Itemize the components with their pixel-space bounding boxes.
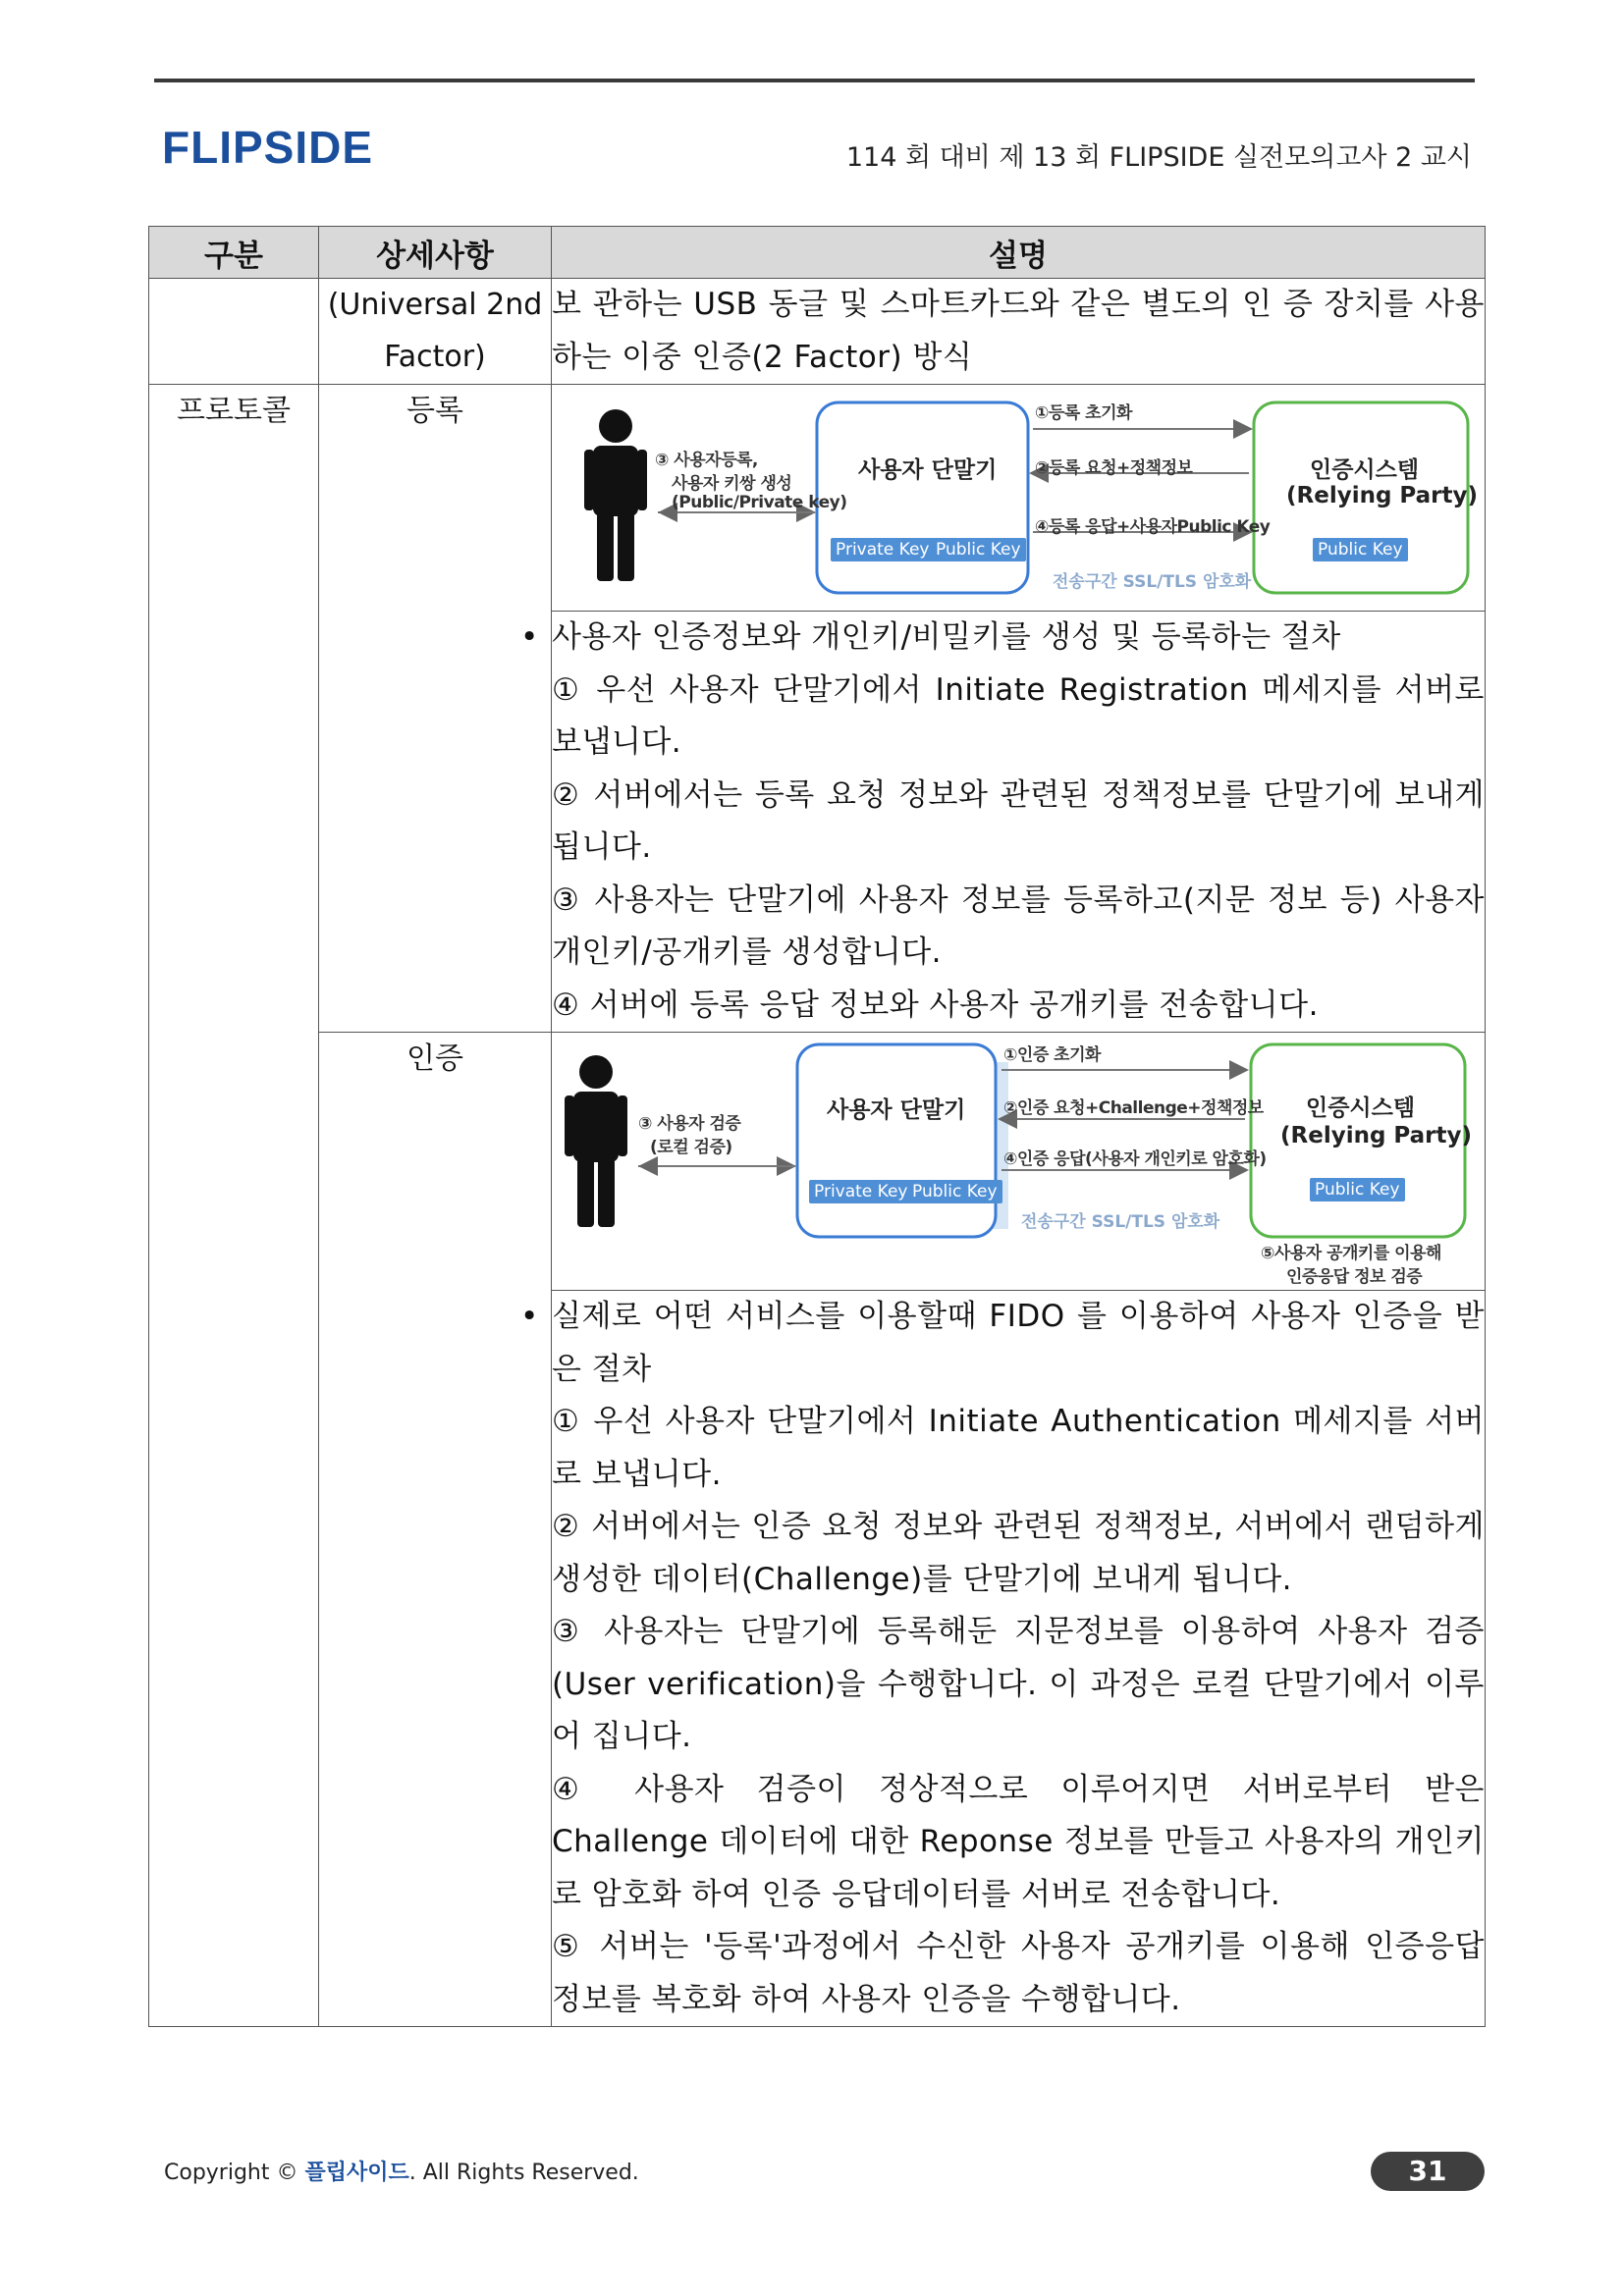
category-cell-empty [149,279,319,385]
server-title-line1: 인증시스템 [1306,1095,1416,1121]
step4-label: ④등록 응답+사용자Public Key [1035,517,1271,537]
step2-label: ②인증 요청+Challenge+정책정보 [1003,1098,1264,1118]
page-number-badge: 31 [1371,2152,1485,2191]
server-public-key-badge: Public Key [1310,1178,1405,1201]
step2-label: ②등록 요청+정책정보 [1035,458,1193,478]
auth-description [552,1291,1486,2027]
private-key-badge: Private Key [809,1180,913,1203]
detail-cell: (Universal 2nd Factor) [319,279,552,385]
category-protocol: 프로토콜 [149,385,319,2027]
user-note-line3: (Public/Private key) [672,493,847,512]
register-description [552,612,1486,1033]
server-title-line1: 인증시스템 [1310,457,1420,483]
copyright-suffix: . All Rights Reserved. [408,2161,639,2185]
flipside-logo: FLIPSIDE [162,122,374,173]
register-line: ④ 서버에 등록 응답 정보와 사용자 공개키를 전송합니다. [552,987,1319,1023]
person-icon [584,409,647,581]
server-title-line2: (Relying Party) [1280,1123,1473,1148]
auth-diagram-cell [552,1033,1486,1291]
server-title-line2: (Relying Party) [1286,483,1479,508]
public-key-badge: Public Key [907,1180,1002,1203]
server-public-key-badge: Public Key [1313,538,1408,561]
register-line: ① 우선 사용자 단말기에서 Initiate Registration 메세지를 서버로 보냅니다. [552,671,1485,760]
device-title: 사용자 단말기 [827,1097,966,1123]
person-icon [565,1055,627,1227]
device-title: 사용자 단말기 [858,457,998,483]
table-row [149,385,1486,612]
device-box [797,1044,996,1237]
description-cell: 보 관하는 USB 동글 및 스마트카드와 같은 별도의 인 증 장치를 사용하는 이중 인증(2 Factor) 방식 [552,279,1486,385]
detail-auth: 인증 [319,1033,552,2027]
user-note-line2: 사용자 키쌍 생성 [672,474,792,494]
header-detail: 상세사항 [319,227,552,279]
auth-line: ⑤ 서버는 '등록'과정에서 수신한 사용자 공개키를 이용해 인증응답 정보를 복호화 하여 사용자 인증을 수행합니다. [552,1929,1485,2017]
register-diagram [552,385,1485,611]
register-line: • 사용자 인증정보와 개인키/비밀키를 생성 및 등록하는 절차 [552,612,1485,665]
auth-line: ① 우선 사용자 단말기에서 Initiate Authentication 메세지를 서버로 보냅니다. [552,1404,1485,1492]
register-diagram-cell [552,385,1486,612]
auth-line: ③ 사용자는 단말기에 등록해둔 지문정보를 이용하여 사용자 검증(User verification)을 수행합니다. 이 과정은 로컬 단말기에서 이루어 집니다. [552,1614,1485,1754]
private-key-badge: Private Key [831,538,935,561]
tls-label: 전송구간 SSL/TLS 암호화 [1021,1212,1220,1232]
table-header-row [149,227,1486,279]
step1-label: ①인증 초기화 [1003,1045,1101,1065]
table-row [149,279,1486,385]
auth-diagram [552,1033,1485,1290]
public-key-badge: Public Key [931,538,1026,561]
auth-line: ② 서버에서는 인증 요청 정보와 관련된 정책정보, 서버에서 랜덤하게 생성한 데이터(Challenge)를 단말기에 보내게 됩니다. [552,1509,1485,1597]
detail-register: 등록 [319,385,552,1033]
user-note-line1: ③ 사용자등록, [655,451,758,470]
table-row [149,1033,1486,1291]
copyright-prefix: Copyright © [164,2161,298,2185]
device-box [817,402,1028,593]
copyright-brand: 플립사이드 [304,2161,409,2185]
top-rule [154,79,1475,82]
tls-label: 전송구간 SSL/TLS 암호화 [1053,572,1252,592]
step5-line1: ⑤사용자 공개키를 이용해 [1261,1244,1441,1263]
user-note-line2: (로컬 검증) [650,1138,732,1157]
register-line: ② 서버에서는 등록 요청 정보와 관련된 정책정보를 단말기에 보내게 됩니다. [552,776,1485,865]
register-line: ③ 사용자는 단말기에 사용자 정보를 등록하고(지문 정보 등) 사용자 개인키/공개키를 생성합니다. [552,881,1485,970]
footer-copyright [164,2156,639,2186]
step4-label: ④인증 응답(사용자 개인키로 암호화) [1003,1149,1267,1169]
header-category: 구분 [149,227,319,279]
exam-title: 114 회 대비 제 13 회 FLIPSIDE 실전모의고사 2 교시 [845,142,1472,173]
user-note-line1: ③ 사용자 검증 [638,1114,741,1134]
content-table [148,226,1486,2027]
auth-line: • 실제로 어떤 서비스를 이용할때 FIDO 를 이용하여 사용자 인증을 받은 절차 [552,1291,1485,1396]
auth-line: ④ 사용자 검증이 정상적으로 이루어지면 서버로부터 받은 Challenge 데이터에 대한 Reponse 정보를 만들고 사용자의 개인키로 암호화 하여 인증 응답데이터를 서버로 전송합니다. [552,1771,1485,1912]
step1-label: ①등록 초기화 [1035,403,1132,423]
step5-line2: 인증응답 정보 검증 [1286,1267,1423,1287]
header-description: 설명 [552,227,1486,279]
